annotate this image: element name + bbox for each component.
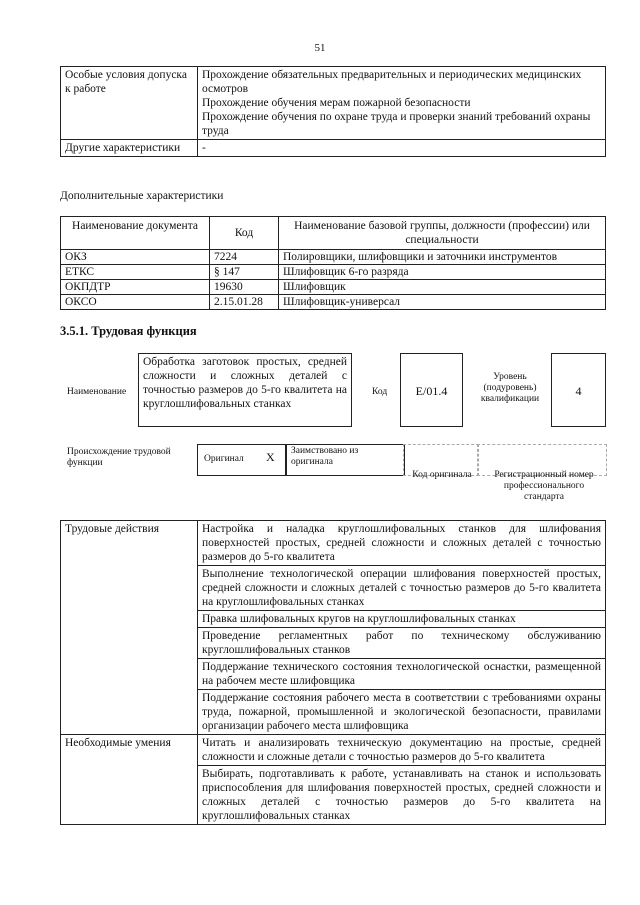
row-values	[198, 67, 606, 140]
list-item: Прохождение обучения по охране труда и проверки знаний требований охраны труда	[202, 111, 591, 137]
cell: Шлифовщик-универсал	[279, 295, 606, 310]
cell: Полировщики, шлифовщики и заточники инструментов	[279, 250, 606, 265]
table-row	[61, 295, 606, 310]
function-name: Обработка заготовок простых, средней сложности и сложных деталей с точностью размеров до 5-го квалитета на круглошлифовальных станках	[138, 353, 352, 427]
table-row	[61, 67, 606, 140]
list-item: Поддержание технического состояния технологической оснастки, размещенной на рабочем месте шлифовщика	[198, 659, 606, 690]
cell: 7224	[210, 250, 279, 265]
cell: ОКПДТР	[61, 280, 210, 295]
list-item: Прохождение обучения мерам пожарной безопасности	[202, 97, 471, 109]
section-label: Трудовые действия	[61, 521, 198, 735]
list-item: Выбирать, подготавливать к работе, устанавливать на станок и использовать приспособления для шлифования поверхностей простых, средней сложности и сложных деталей с точностью размеров до 5-го квалитета на круглошлифовальных станках	[198, 766, 606, 825]
list-item: Настройка и наладка круглошлифовальных станков для шлифования поверхностей простых, средней сложности и сложных деталей с точностью размеров до 5-го квалитета	[198, 521, 606, 566]
level-label: Уровень (подуровень) квалификации	[480, 372, 540, 404]
table-row	[61, 735, 606, 766]
header-code: Код	[210, 217, 279, 250]
name-label: Наименование	[67, 387, 127, 397]
classifier-table	[60, 216, 606, 310]
list-item: Проведение регламентных работ по техническому обслуживанию круглошлифовальных станков	[198, 628, 606, 659]
list-item: Правка шлифовальных кругов на круглошлифовальных станках	[198, 611, 606, 628]
table-row	[61, 250, 606, 265]
list-item: -	[202, 142, 206, 154]
code-label: Код	[372, 387, 388, 397]
row-values	[198, 140, 606, 157]
code-caption: Код оригинала	[412, 470, 472, 480]
list-item: Выполнение технологической операции шлифования поверхностей простых, средней сложности и сложных деталей с точностью размеров до 5-го квалитета на круглошлифовальных станках	[198, 566, 606, 611]
list-item: Читать и анализировать техническую документацию на простые, средней сложности и сложные детали с точностью размеров до 5-го квалитета	[198, 735, 606, 766]
labor-actions-table	[60, 520, 606, 825]
cell: Шлифовщик	[279, 280, 606, 295]
header-name: Наименование базовой группы, должности (профессии) или специальности	[279, 217, 606, 250]
table-row	[61, 265, 606, 280]
cell: § 147	[210, 265, 279, 280]
additional-title: Дополнительные характеристики	[60, 190, 224, 202]
cell: 2.15.01.28	[210, 295, 279, 310]
section-title: 3.5.1. Трудовая функция	[60, 324, 197, 338]
admission-conditions-table	[60, 66, 606, 157]
list-item: Поддержание состояния рабочего места в соответствии с требованиями охраны труда, пожарной, промышленной и экологической безопасности, правилами организации рабочего места шлифовщика	[198, 690, 606, 735]
level-value: 4	[551, 353, 606, 427]
row-label: Другие характеристики	[61, 140, 198, 157]
cell: 19630	[210, 280, 279, 295]
table-row	[61, 140, 606, 157]
row-label: Особые условия допуска к работе	[61, 67, 198, 140]
table-row	[61, 521, 606, 566]
cell: ЕТКС	[61, 265, 210, 280]
borrowed-label: Заимствовано из оригинала	[291, 446, 359, 467]
table-header-row	[61, 217, 606, 250]
cell: Шлифовщик 6-го разряда	[279, 265, 606, 280]
function-code: E/01.4	[400, 353, 463, 427]
cell: ОКЗ	[61, 250, 210, 265]
cell: ОКСО	[61, 295, 210, 310]
header-doc: Наименование документа	[61, 217, 210, 250]
page-number: 51	[314, 42, 326, 54]
list-item: Прохождение обязательных предварительных и периодических медицинских осмотров	[202, 69, 582, 95]
original-mark: X	[266, 450, 275, 464]
section-label: Необходимые умения	[61, 735, 198, 825]
table-row	[61, 280, 606, 295]
original-label: Оригинал	[204, 454, 244, 464]
reg-caption: Регистрационный номер профессионального стандарта	[494, 470, 594, 502]
origin-label: Происхождение трудовой функции	[67, 447, 171, 468]
